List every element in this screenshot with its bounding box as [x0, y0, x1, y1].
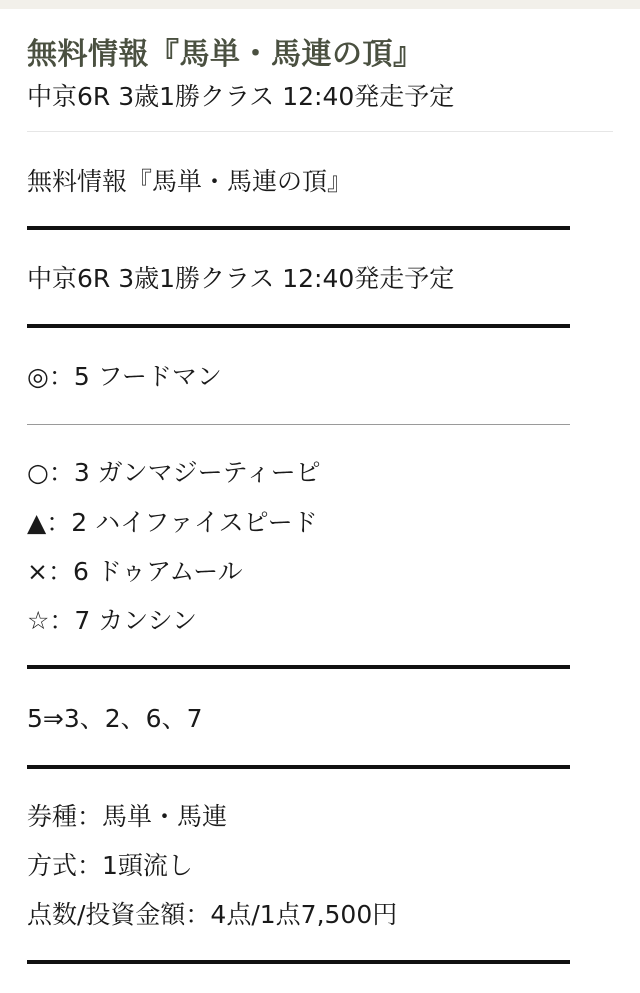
pick-taikou: ○：3 ガンマジーティーピ [27, 458, 321, 487]
pick-honmei: ◎：5 フードマン [27, 362, 222, 391]
bet-points-amount: 点数/投資金額：4点/1点7,500円 [27, 900, 398, 929]
article-title: 無料情報『馬単・馬連の頂』 [27, 37, 424, 72]
bet-type: 券種：馬単・馬連 [27, 802, 228, 831]
article-header [27, 32, 617, 116]
separator-rule [27, 324, 570, 328]
top-edge [0, 0, 640, 9]
separator-rule [27, 765, 570, 769]
bet-combination: 5⇒3、2、6、7 [27, 704, 203, 733]
separator-rule [27, 226, 570, 230]
separator-rule [27, 665, 570, 669]
separator-rule [27, 960, 570, 964]
header-divider [27, 131, 613, 132]
separator-thin-rule [27, 424, 570, 425]
article-subtitle: 中京6R 3歳1勝クラス 12:40発走予定 [27, 82, 455, 111]
race-info-line: 中京6R 3歳1勝クラス 12:40発走予定 [27, 264, 455, 293]
pick-hoshi: ☆：7 カンシン [27, 606, 198, 635]
pick-tanana: ▲：2 ハイファイスピード [27, 508, 318, 537]
pick-renshita: ×：6 ドゥアムール [27, 557, 243, 586]
content-title-line: 無料情報『馬単・馬連の頂』 [27, 167, 353, 196]
bet-method: 方式：1頭流し [27, 851, 193, 880]
